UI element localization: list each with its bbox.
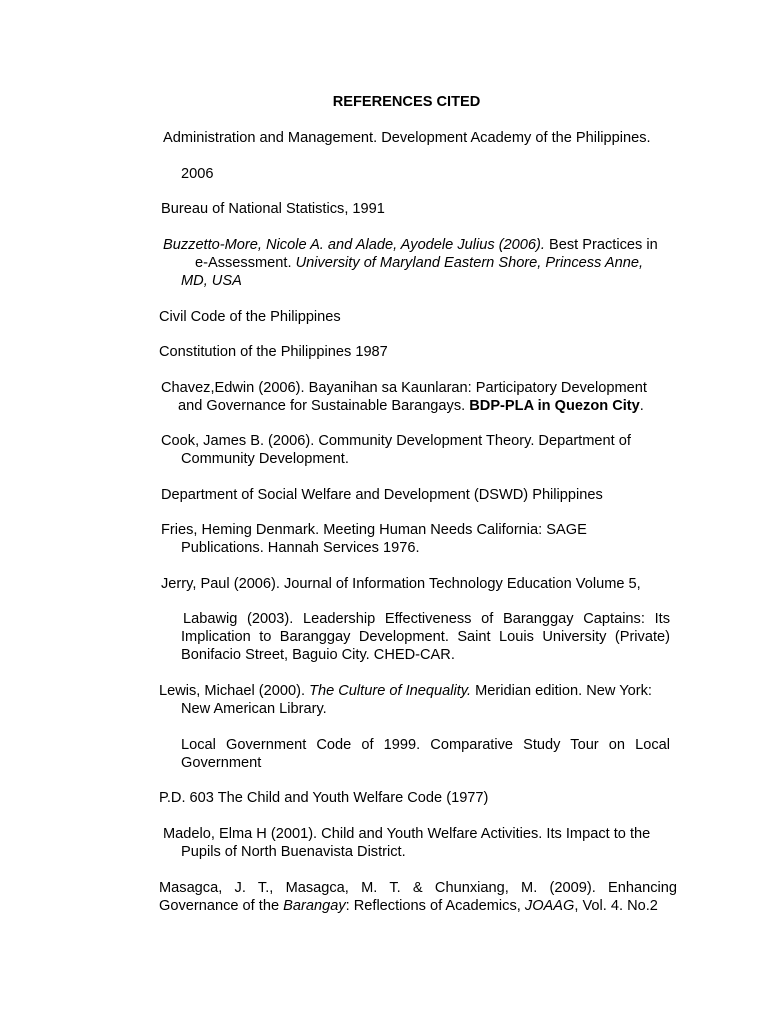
reference-cook	[161, 432, 631, 450]
reference-publisher: MD, USA	[181, 273, 242, 289]
reference-lewis-line2	[181, 700, 327, 718]
reference-text: , Vol. 4. No.2	[574, 898, 658, 914]
reference-madelo	[163, 825, 650, 843]
reference-text: Bureau of National Statistics, 1991	[161, 201, 385, 217]
reference-italic-term: Barangay	[283, 898, 346, 914]
reference-masagca	[159, 879, 677, 897]
reference-dap	[163, 129, 651, 147]
reference-labawig	[183, 610, 670, 628]
reference-text: Bonifacio Street, Baguio City. CHED-CAR.	[181, 647, 455, 663]
reference-text: Civil Code of the Philippines	[159, 309, 341, 325]
reference-bns	[161, 200, 385, 218]
reference-labawig-line2	[181, 628, 670, 646]
reference-text: Pupils of North Buenavista District.	[181, 844, 406, 860]
reference-buzzetto	[163, 236, 658, 254]
reference-text: .	[639, 398, 644, 414]
reference-text: P.D. 603 The Child and Youth Welfare Code (1977)	[159, 790, 489, 806]
reference-civil-code	[159, 308, 341, 326]
reference-text: Administration and Management. Development Academy of the Philippines.	[163, 130, 651, 146]
reference-constitution	[159, 343, 388, 361]
page-title: REFERENCES CITED	[332, 94, 481, 110]
reference-text: Constitution of the Philippines 1987	[159, 344, 388, 360]
reference-chavez-line2	[178, 397, 644, 415]
reference-buzzetto-line3	[181, 272, 242, 290]
reference-journal: JOAAG	[524, 898, 575, 914]
reference-jerry	[161, 575, 641, 593]
reference-cook-line2	[181, 450, 349, 468]
reference-text: Implication to Baranggay Development. Saint Louis University (Private)	[181, 629, 670, 645]
reference-text: Department of Social Welfare and Development (DSWD) Philippines	[161, 487, 603, 503]
reference-masagca-line2	[159, 897, 658, 915]
reference-chavez	[161, 379, 647, 397]
reference-title: The Culture of Inequality.	[309, 683, 472, 699]
reference-text: Jerry, Paul (2006). Journal of Information Technology Education Volume 5,	[161, 576, 641, 592]
reference-dap-year	[181, 165, 213, 183]
reference-text: 2006	[181, 166, 214, 182]
reference-lewis	[159, 682, 652, 700]
reference-authors: Buzzetto-More, Nicole A. and Alade, Ayodele Julius (2006).	[163, 237, 545, 253]
reference-text: : Reflections of Academics,	[345, 898, 525, 914]
reference-pd603	[159, 789, 488, 807]
reference-fries-line2	[181, 539, 420, 557]
reference-text: Madelo, Elma H (2001). Child and Youth Welfare Activities. Its Impact to the	[163, 826, 651, 842]
reference-text: Masagca, J. T., Masagca, M. T. & Chunxiang, M. (2009). Enhancing	[159, 880, 677, 896]
reference-title: e-Assessment.	[195, 255, 296, 271]
reference-text: Labawig (2003). Leadership Effectiveness of Baranggay Captains: Its	[183, 611, 670, 627]
reference-text: Governance of the	[159, 898, 284, 914]
reference-publisher: BDP-PLA in Quezon City	[469, 398, 640, 414]
reference-dswd	[161, 486, 603, 504]
reference-labawig-line3	[181, 646, 455, 664]
reference-text: Local Government Code of 1999. Comparative Study Tour on Local	[181, 737, 670, 753]
reference-text: New American Library.	[181, 701, 327, 717]
reference-title: Best Practices in	[544, 237, 658, 253]
reference-text: Publications. Hannah Services 1976.	[181, 540, 420, 556]
reference-text: Cook, James B. (2006). Community Development Theory. Department of	[161, 433, 631, 449]
reference-madelo-line2	[181, 843, 406, 861]
reference-text: Fries, Heming Denmark. Meeting Human Needs California: SAGE	[161, 522, 587, 538]
reference-text: Community Development.	[181, 451, 349, 467]
reference-text: and Governance for Sustainable Barangays.	[178, 398, 470, 414]
reference-fries	[161, 521, 587, 539]
reference-text: Government	[181, 755, 262, 771]
reference-lgc	[181, 736, 670, 754]
reference-buzzetto-line2	[195, 254, 643, 272]
reference-text: Chavez,Edwin (2006). Bayanihan sa Kaunlaran: Participatory Development	[161, 380, 647, 396]
reference-publisher: University of Maryland Eastern Shore, Princess Anne,	[295, 255, 644, 271]
reference-lgc-line2	[181, 754, 261, 772]
reference-text: Meridian edition. New York:	[471, 683, 652, 699]
reference-author: Lewis, Michael (2000).	[159, 683, 310, 699]
